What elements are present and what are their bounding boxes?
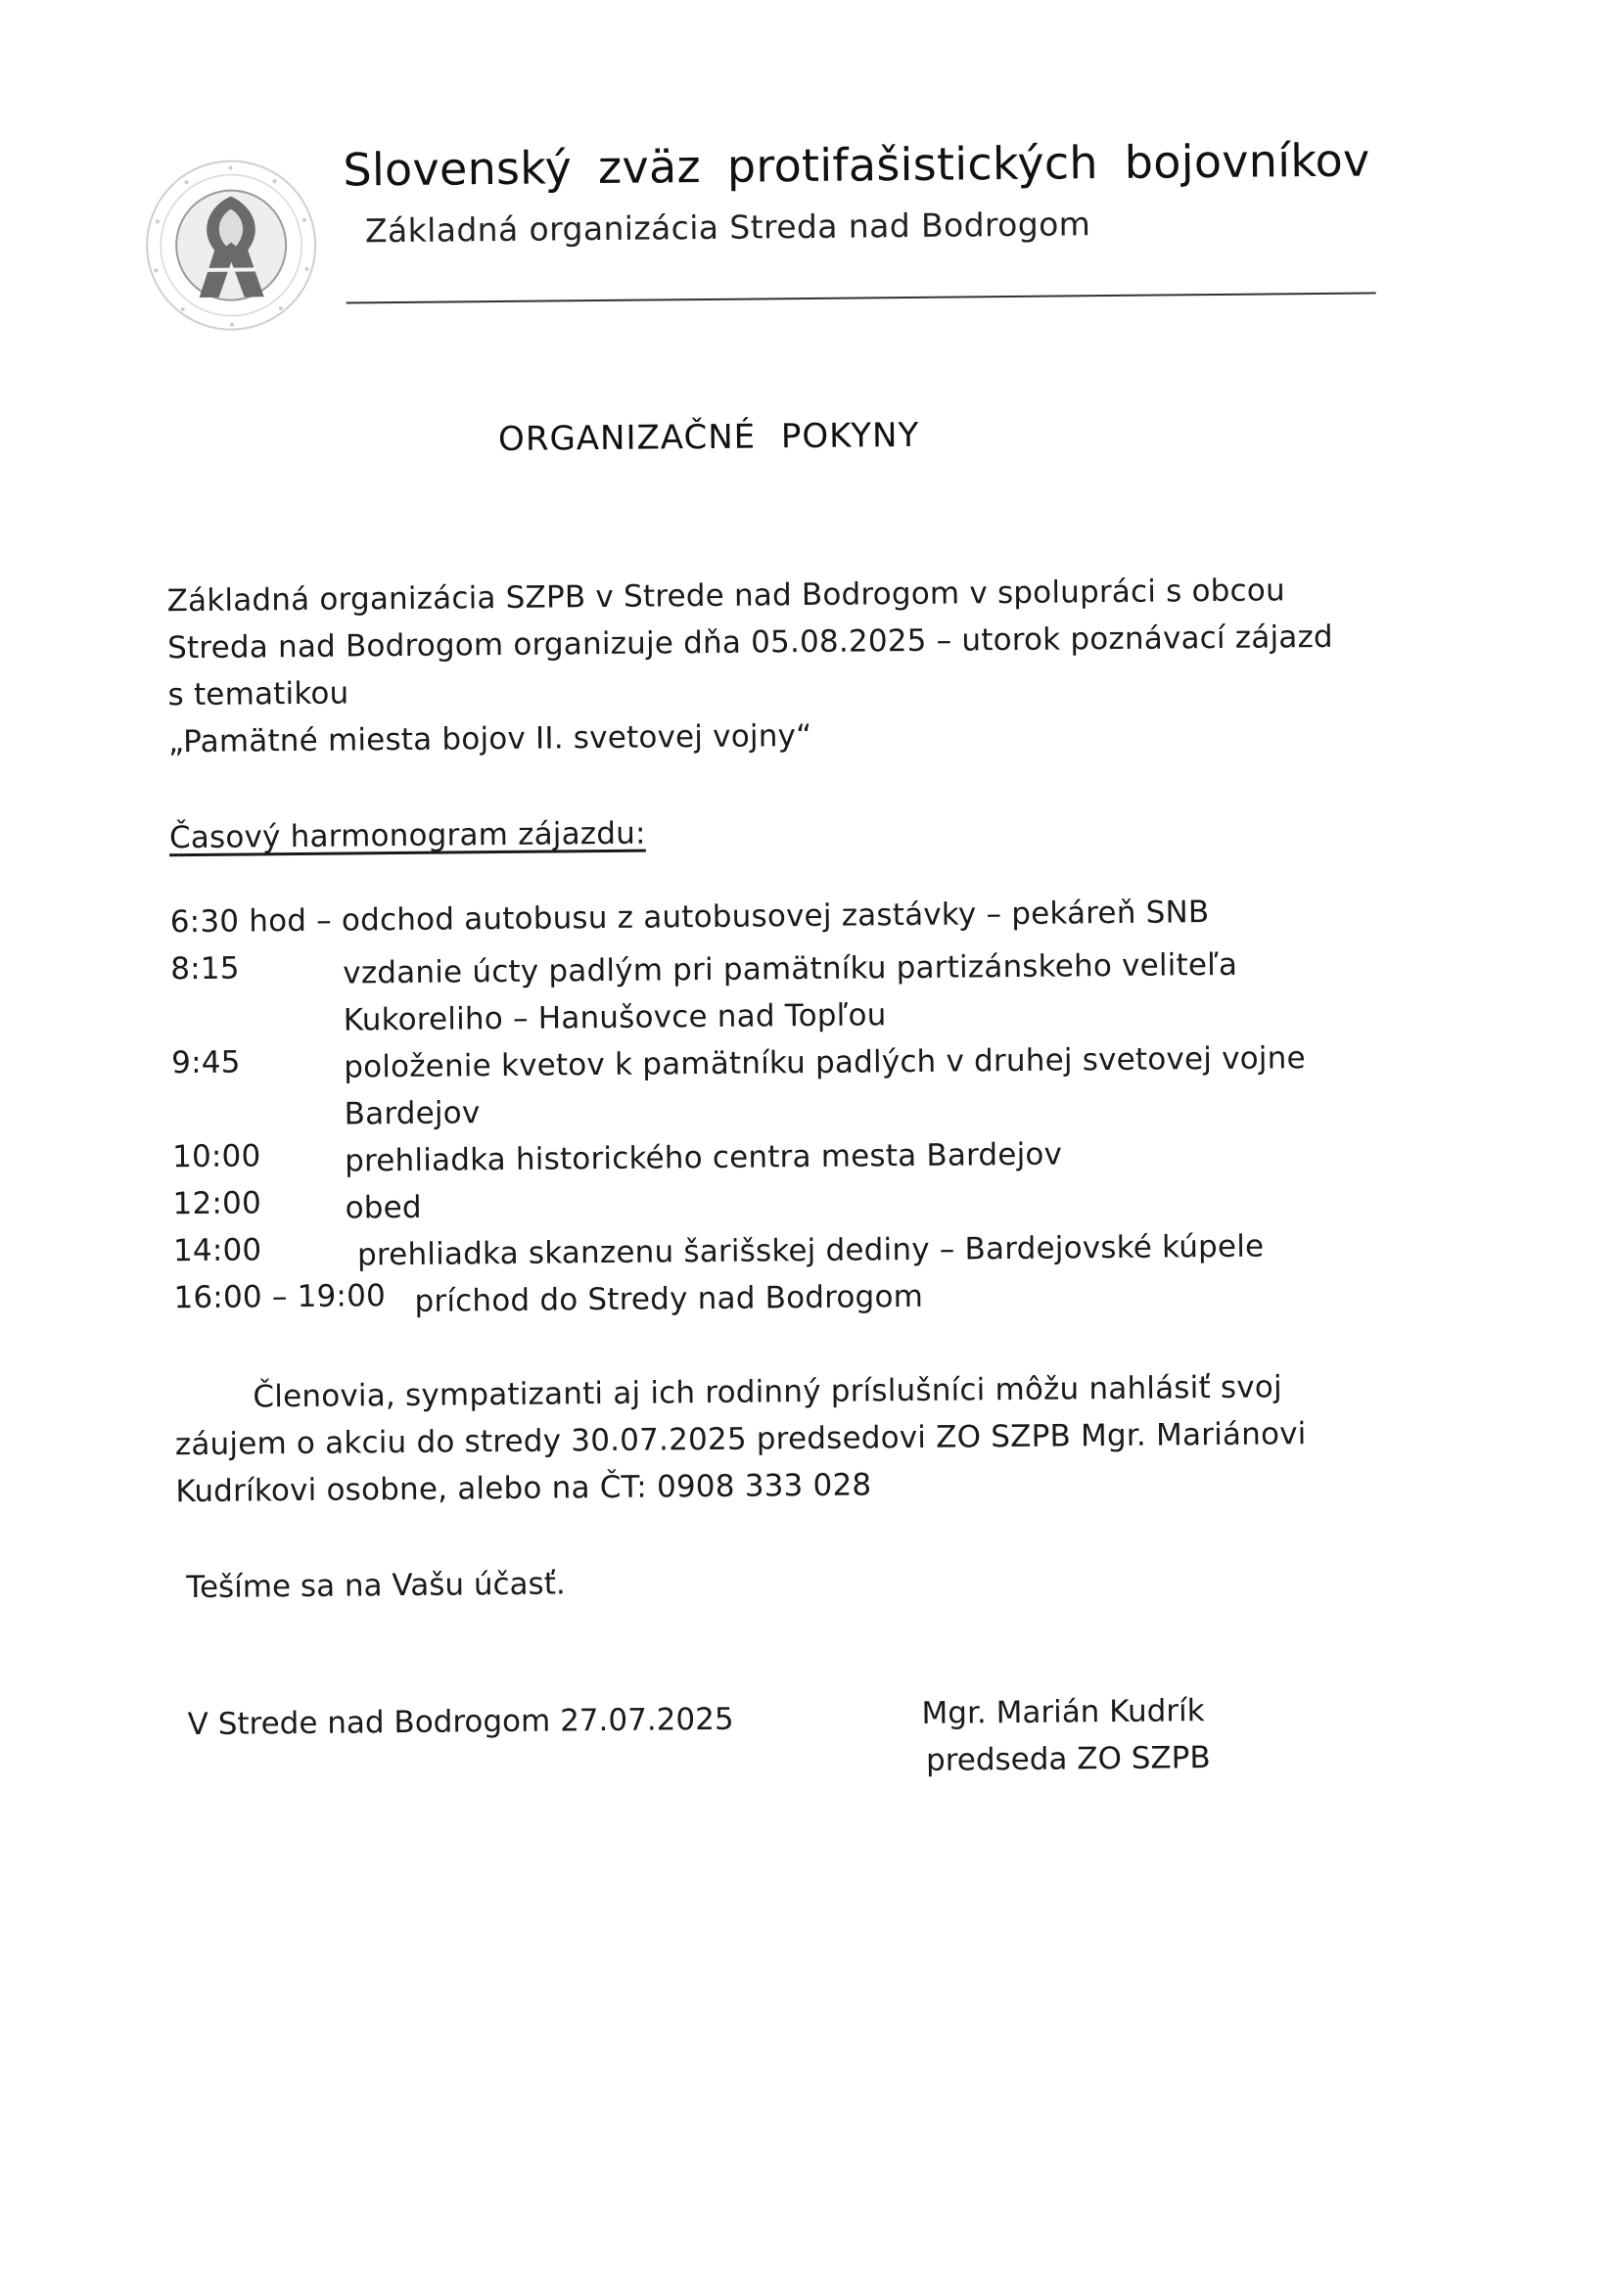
schedule-time: 14:00: [172, 1232, 262, 1269]
schedule-description-line: Bardejov: [344, 1095, 481, 1132]
schedule-time: 6:30 hod – odchod autobusu z autobusovej zastávky – pekáreň SNB: [169, 895, 1210, 941]
schedule-description-line: Kukoreliho – Hanušovce nad Topľou: [343, 997, 887, 1038]
registration-line: Kudríkovi osobne, alebo na ČT: 0908 333 028: [175, 1467, 872, 1510]
signatory-role: predseda ZO SZPB: [925, 1740, 1211, 1778]
organization-subtitle: Základná organizácia Streda nad Bodrogom: [364, 205, 1091, 251]
schedule-time: 8:15: [170, 950, 240, 987]
registration-line: záujem o akciu do stredy 30.07.2025 predsedovi ZO SZPB Mgr. Mariánovi: [174, 1416, 1307, 1463]
intro-line: „Pamätné miesta bojov II. svetovej vojny“: [167, 717, 812, 760]
intro-line: s tematikou: [167, 675, 349, 713]
szpb-emblem-icon: [137, 152, 325, 340]
schedule-time: 12:00: [172, 1185, 262, 1222]
intro-line: Základná organizácia SZPB v Strede nad Bodrogom v spolupráci s obcou: [166, 573, 1286, 620]
schedule-heading: Časový harmonogram zájazdu:: [168, 815, 646, 856]
schedule-description-line: prehliadka skanzenu šarišskej dediny – Bardejovské kúpele: [356, 1228, 1265, 1273]
schedule-time: 10:00: [171, 1138, 261, 1175]
intro-paragraph: [166, 567, 1334, 765]
schedule-description: [414, 1273, 923, 1325]
schedule-description-line: vzdanie úcty padlým pri pamätníku partizánskeho veliteľa: [343, 946, 1238, 991]
document-title: ORGANIZAČNÉ POKYNY: [497, 415, 920, 460]
schedule-item: [171, 1033, 1445, 1139]
registration-paragraph: [174, 1363, 1307, 1515]
intro-line: Streda nad Bodrogom organizuje dňa 05.08.2025 – utorok poznávací zájazd: [166, 619, 1334, 666]
schedule-description-line: položenie kvetov k pamätníku padlých v druhej svetovej vojne: [344, 1040, 1306, 1085]
schedule-description-line: obed: [345, 1189, 422, 1226]
header-divider: [347, 292, 1376, 303]
schedule-time: 16:00 – 19:00: [173, 1278, 387, 1316]
schedule-time: 9:45: [171, 1044, 241, 1081]
schedule-description-line: prehliadka historického centra mesta Bardejov: [344, 1136, 1063, 1179]
schedule-description: [343, 941, 1238, 1044]
place-and-date: V Strede nad Bodrogom 27.07.2025: [187, 1701, 734, 1743]
signatory-name: Mgr. Marián Kudrík: [921, 1693, 1205, 1731]
organization-name: Slovenský zväz protifašistických bojovníkov: [343, 133, 1370, 197]
registration-line: Členovia, sympatizanti aj ich rodinný príslušníci môžu nahlásiť svoj: [253, 1369, 1282, 1415]
schedule-list: [170, 893, 1447, 1327]
closing-line: Tešíme sa na Vašu účasť.: [186, 1566, 566, 1606]
schedule-description: [345, 1131, 1062, 1185]
schedule-description: [345, 1184, 422, 1232]
schedule-description-line: príchod do Stredy nad Bodrogom: [414, 1278, 924, 1319]
schedule-description: [344, 1034, 1306, 1137]
schedule-item: [170, 940, 1444, 1045]
